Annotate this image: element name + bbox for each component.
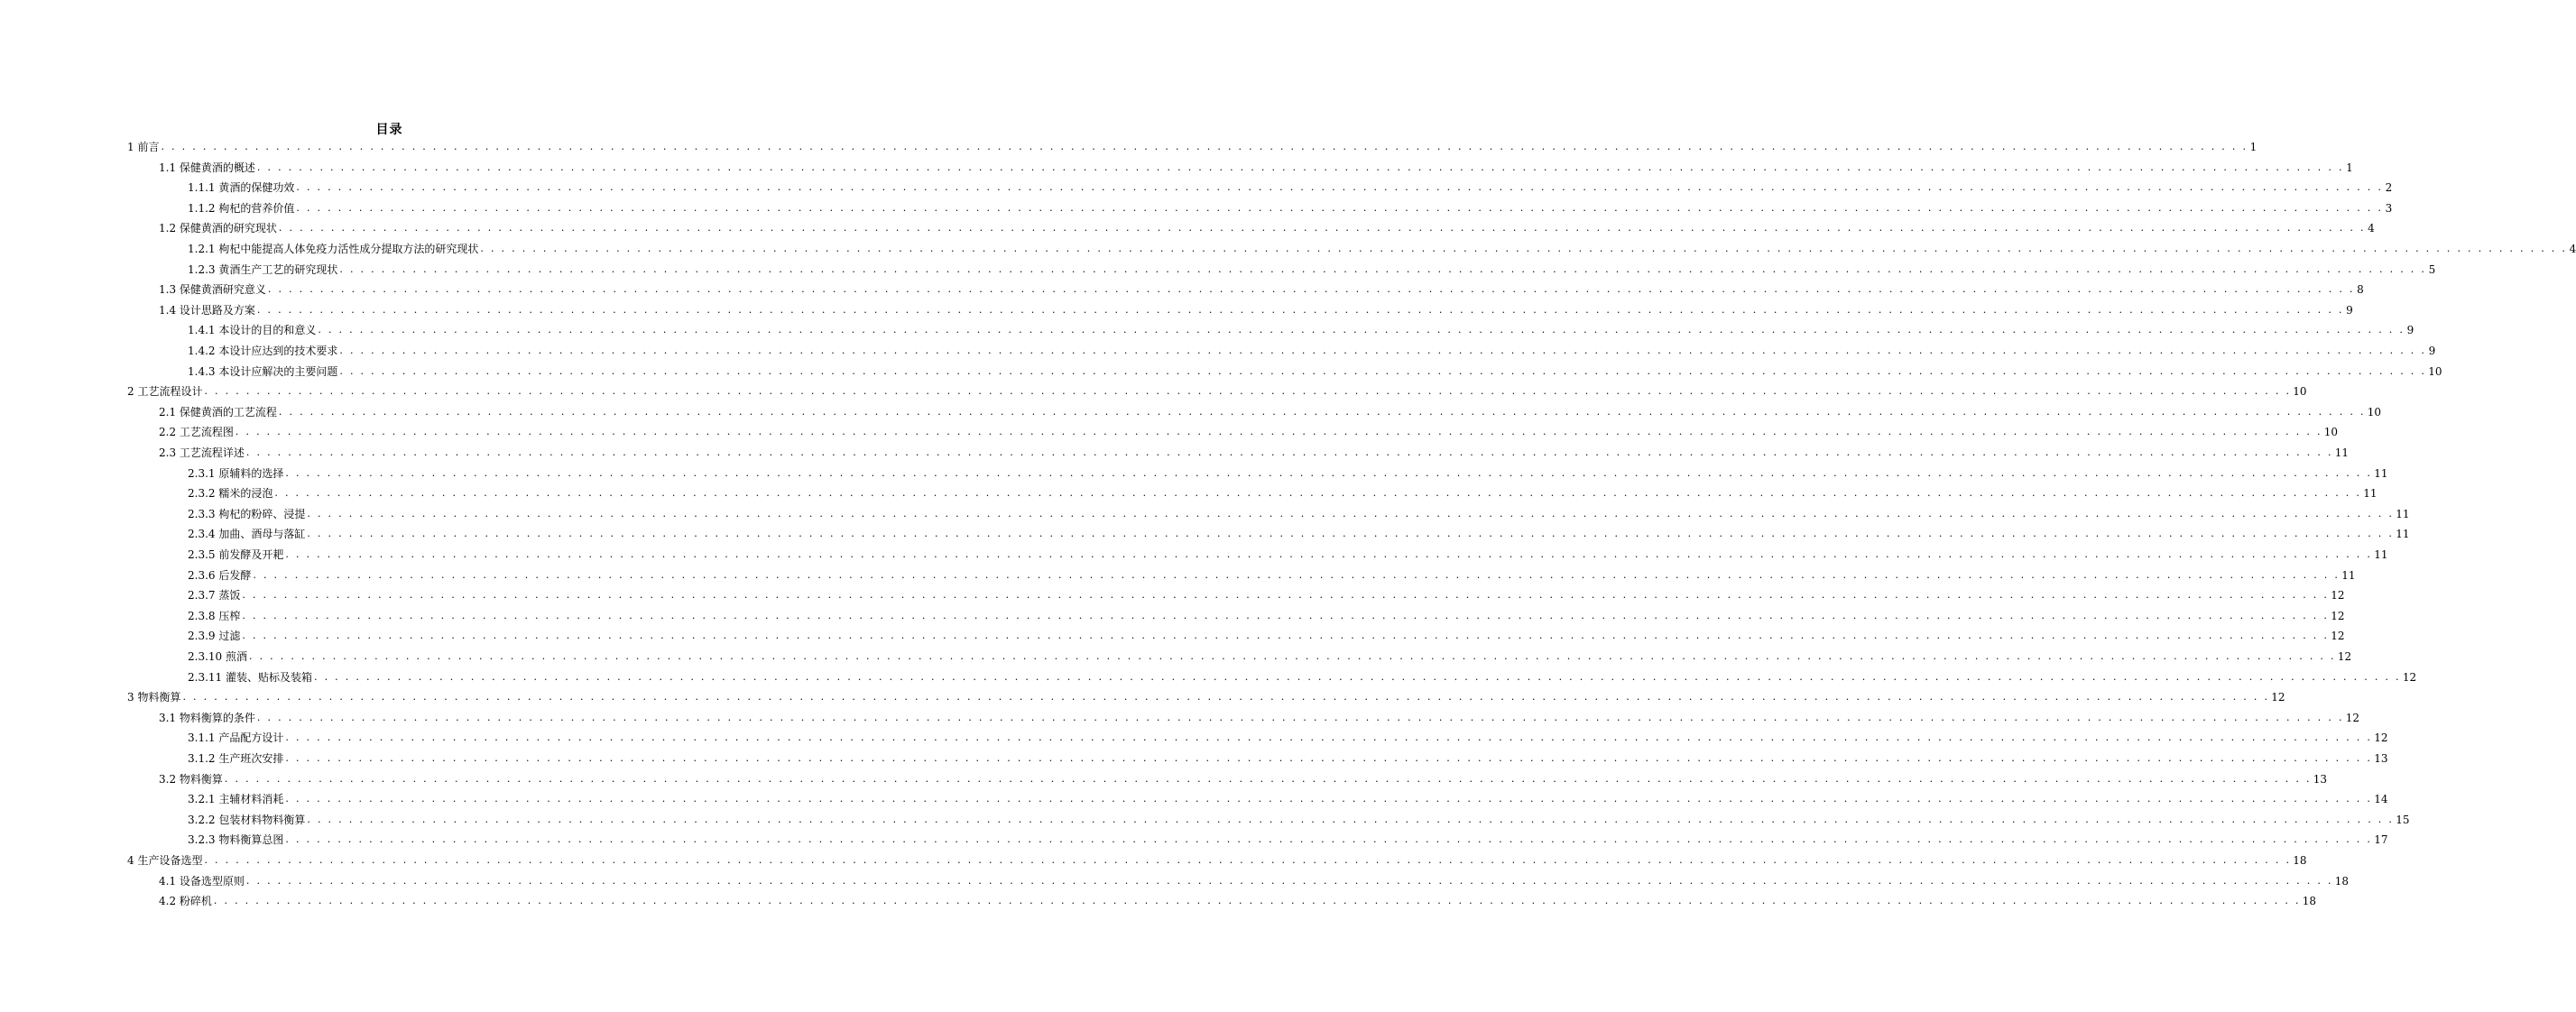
toc-entry[interactable] [188,545,2388,561]
toc-entry-page: 11 [2396,528,2410,541]
toc-entry-label: 2.3.2 糯米的浸泡 [188,487,273,501]
toc-entry-page: 12 [2345,711,2360,724]
toc-entry-label: 1.1.1 黄酒的保健功效 [188,181,295,195]
toc-dot-leader: . . . . . . . . . . . . . . . . . . . . . . . . . . . . . . . . . . . . . . . . . . . . . . . . . . . . . . . . . . . . . . . . . . . . . . . . . . . . . . . . . . . . . . . . . . . . . . . . . . . . . . . . . . . . . . . . . . . . . . . . . . . . . . . . . . . . . . . . . . . . . . . . . . . . . . . . . . . . . . . . . . . . . . . . . . . . . . . . . . . . . . . . . . . . . . . . . . . . . . . . [339,345,2427,356]
toc-entry-label: 3.1.1 产品配方设计 [188,731,284,745]
toc-entry[interactable] [188,504,2410,520]
toc-entry-page: 1 [2346,161,2353,174]
toc-dot-leader: . . . . . . . . . . . . . . . . . . . . . . . . . . . . . . . . . . . . . . . . . . . . . . . . . . . . . . . . . . . . . . . . . . . . . . . . . . . . . . . . . . . . . . . . . . . . . . . . . . . . . . . . . . . . . . . . . . . . . . . . . . . . . . . . . . . . . . . . . . . . . . . . . . . . . . . . . . . . . . . . . . . . . . . . . . . . . . . . . . . . . . . . . . . . . . . . . . . . . . . . [224,772,2312,785]
toc-entry[interactable] [188,362,2442,378]
toc-dot-leader: . . . . . . . . . . . . . . . . . . . . . . . . . . . . . . . . . . . . . . . . . . . . . . . . . . . . . . . . . . . . . . . . . . . . . . . . . . . . . . . . . . . . . . . . . . . . . . . . . . . . . . . . . . . . . . . . . . . . . . . . . . . . . . . . . . . . . . . . . . . . . . . . . . . . . . . . . . . . . . . . . . . . . . . . . . . . . . . . . . . . . . . . . . . . . . . . . . . . . . . . [339,262,2427,275]
toc-entry[interactable] [159,280,2364,297]
toc-entry[interactable] [159,871,2350,888]
toc-entry-label: 3.2.1 主辅材料消耗 [188,793,284,806]
toc-dot-leader: . . . . . . . . . . . . . . . . . . . . . . . . . . . . . . . . . . . . . . . . . . . . . . . . . . . . . . . . . . . . . . . . . . . . . . . . . . . . . . . . . . . . . . . . . . . . . . . . . . . . . . . . . . . . . . . . . . . . . . . . . . . . . . . . . . . . . . . . . . . . . . . . . . . . . . . . . . . . . . . . . . . . . . . . . . . . . . . . . . . . . . . . . . . . . . . . . . . . . . . . [245,446,2333,458]
toc-entry-label: 3.2.2 包装材料物料衡算 [188,813,306,826]
toc-entry-label: 2.3.7 蒸饭 [188,589,241,603]
toc-dot-leader: . . . . . . . . . . . . . . . . . . . . . . . . . . . . . . . . . . . . . . . . . . . . . . . . . . . . . . . . . . . . . . . . . . . . . . . . . . . . . . . . . . . . . . . . . . . . . . . . . . . . . . . . . . . . . . . . . . . . . . . . . . . . . . . . . . . . . . . . . . . . . . . . . . . . . . . . . . . . . . . . . . . . . . . . . . . . . . . . . . . . . . . . . . . . . . . . . . . . . . . . [274,487,2362,500]
toc-dot-leader: . . . . . . . . . . . . . . . . . . . . . . . . . . . . . . . . . . . . . . . . . . . . . . . . . . . . . . . . . . . . . . . . . . . . . . . . . . . . . . . . . . . . . . . . . . . . . . . . . . . . . . . . . . . . . . . . . . . . . . . . . . . . . . . . . . . . . . . . . . . . . . . . . . . . . . . . . . . . . . . . . . . . . . . . . . . . . . . . . . . . . . . . . . . . . . . . . . . . . . . . [204,385,2292,398]
toc-entry-page: 5 [2428,262,2436,276]
toc-entry-page: 2 [2385,181,2393,195]
toc-dot-leader: . . . . . . . . . . . . . . . . . . . . . . . . . . . . . . . . . . . . . . . . . . . . . . . . . . . . . . . . . . . . . . . . . . . . . . . . . . . . . . . . . . . . . . . . . . . . . . . . . . . . . . . . . . . . . . . . . . . . . . . . . . . . . . . . . . . . . . . . . . . . . . . . . . . . . . . . . . . . . . . . . . . . . . . . . . . . . . . . . . . . . . . . . . . . . . . . . . . . . . . . [307,528,2395,540]
toc-entry-page: 18 [2293,854,2307,867]
toc-entry-page: 3 [2385,201,2393,215]
toc-entry-label: 2.3.5 前发酵及开耙 [188,548,284,561]
toc-entry[interactable] [188,626,2345,643]
toc-dot-leader: . . . . . . . . . . . . . . . . . . . . . . . . . . . . . . . . . . . . . . . . . . . . . . . . . . . . . . . . . . . . . . . . . . . . . . . . . . . . . . . . . . . . . . . . . . . . . . . . . . . . . . . . . . . . . . . . . . . . . . . . . . . . . . . . . . . . . . . . . . . . . . . . . . . . . . . . . . . . . . . . . . . . . . . . . . . . . . . . . . . . . . . . . . . . . . . . . . . . . . . . [242,609,2330,621]
toc-entry-label: 1.2.1 枸杞中能提高人体免疫力活性成分提取方法的研究现状 [188,243,479,255]
toc-entry[interactable] [159,422,2339,439]
toc-entry-label: 2.1 保健黄酒的工艺流程 [159,405,277,419]
toc-entry[interactable] [188,606,2345,622]
toc-entry-label: 3.1.2 生产班次安排 [188,752,284,765]
toc-entry-page: 14 [2374,793,2388,806]
toc-entry-page: 12 [2331,589,2345,603]
toc-entry-page: 9 [2406,324,2414,337]
toc-entry-page: 9 [2346,303,2353,317]
toc-entry-page: 11 [2334,446,2350,459]
toc-entry-page: 11 [2374,466,2388,480]
toc-entry-label: 1.1 保健黄酒的概述 [159,161,255,174]
toc-entry[interactable] [159,769,2328,786]
toc-entry-label: 1.3 保健黄酒研究意义 [159,283,266,297]
toc-entry-page: 11 [2396,507,2410,520]
toc-entry-page: 18 [2334,874,2350,888]
toc-entry[interactable] [159,218,2375,235]
toc-entry[interactable] [188,667,2417,684]
toc-dot-leader: . . . . . . . . . . . . . . . . . . . . . . . . . . . . . . . . . . . . . . . . . . . . . . . . . . . . . . . . . . . . . . . . . . . . . . . . . . . . . . . . . . . . . . . . . . . . . . . . . . . . . . . . . . . . . . . . . . . . . . . . . . . . . . . . . . . . . . . . . . . . . . . . . . . . . . . . . . . . . . . . . . . . . . . . . . . . . . . . . . . . . . . . . . . . . . . . . . . . . . . . [256,161,2344,173]
toc-dot-leader: . . . . . . . . . . . . . . . . . . . . . . . . . . . . . . . . . . . . . . . . . . . . . . . . . . . . . . . . . . . . . . . . . . . . . . . . . . . . . . . . . . . . . . . . . . . . . . . . . . . . . . . . . . . . . . . . . . . . . . . . . . . . . . . . . . . . . . . . . . . . . . . . . . . . . . . . . . . . . . . . . . . . . . . . . . . . . . . . . . . . . . . . . . . . . . . . . . . . . . . . [313,670,2401,683]
toc-entry[interactable] [188,320,2414,337]
toc-entry-page: 13 [2313,772,2328,786]
toc-entry[interactable] [188,198,2393,215]
toc-entry[interactable] [188,585,2345,603]
toc-entry-label: 2.2 工艺流程图 [159,426,234,439]
toc-entry-label: 2 工艺流程设计 [127,385,203,399]
toc-entry-label: 4.2 粉碎机 [159,895,212,908]
toc-entry-label: 3 物料衡算 [127,691,181,704]
toc-entry[interactable] [159,300,2353,317]
toc-entry[interactable] [188,728,2388,745]
toc-dot-leader: . . . . . . . . . . . . . . . . . . . . . . . . . . . . . . . . . . . . . . . . . . . . . . . . . . . . . . . . . . . . . . . . . . . . . . . . . . . . . . . . . . . . . . . . . . . . . . . . . . . . . . . . . . . . . . . . . . . . . . . . . . . . . . . . . . . . . . . . . . . . . . . . . . . . . . . . . . . . . . . . . . . . . . . . . . . . . . . . . . . . . . . . . . . . . . . . . . . . . . . . [480,243,2568,254]
toc-entry-page: 10 [2428,364,2442,378]
toc-entry-page: 11 [2374,548,2388,561]
toc-entry-label: 3.2 物料衡算 [159,772,223,786]
toc-dot-leader: . . . . . . . . . . . . . . . . . . . . . . . . . . . . . . . . . . . . . . . . . . . . . . . . . . . . . . . . . . . . . . . . . . . . . . . . . . . . . . . . . . . . . . . . . . . . . . . . . . . . . . . . . . . . . . . . . . . . . . . . . . . . . . . . . . . . . . . . . . . . . . . . . . . . . . . . . . . . . . . . . . . . . . . . . . . . . . . . . . . . . . . . . . . . . . . . . . . . . . . . [296,201,2384,214]
toc-entry-page: 8 [2357,283,2364,297]
toc-entry[interactable] [188,810,2410,826]
toc-entry[interactable] [127,687,2285,704]
toc-entry[interactable] [188,830,2388,847]
toc-entry[interactable] [188,260,2436,276]
toc-entry[interactable] [188,341,2436,357]
toc-dot-leader: . . . . . . . . . . . . . . . . . . . . . . . . . . . . . . . . . . . . . . . . . . . . . . . . . . . . . . . . . . . . . . . . . . . . . . . . . . . . . . . . . . . . . . . . . . . . . . . . . . . . . . . . . . . . . . . . . . . . . . . . . . . . . . . . . . . . . . . . . . . . . . . . . . . . . . . . . . . . . . . . . . . . . . . . . . . . . . . . . . . . . . . . . . . . . . . . . . . . . . . . [248,650,2336,662]
toc-entry-label: 2.3.3 枸杞的粉碎、浸提 [188,507,306,520]
toc-entry[interactable] [159,708,2360,724]
toc-entry-page: 4 [2569,243,2576,255]
toc-entry-label: 2.3.4 加曲、酒母与落缸 [188,528,306,541]
toc-entry[interactable] [127,851,2307,867]
toc-entry-label: 2.3.1 原辅料的选择 [188,466,284,480]
toc-entry-label: 1.4.3 本设计应解决的主要问题 [188,364,338,378]
toc-entry-page: 12 [2402,670,2417,684]
toc-entry-label: 4.1 设备选型原则 [159,874,245,888]
toc-entry-label: 1.1.2 枸杞的营养价值 [188,201,295,215]
toc-entry-label: 2.3.8 压榨 [188,609,241,622]
toc-dot-leader: . . . . . . . . . . . . . . . . . . . . . . . . . . . . . . . . . . . . . . . . . . . . . . . . . . . . . . . . . . . . . . . . . . . . . . . . . . . . . . . . . . . . . . . . . . . . . . . . . . . . . . . . . . . . . . . . . . . . . . . . . . . . . . . . . . . . . . . . . . . . . . . . . . . . . . . . . . . . . . . . . . . . . . . . . . . . . . . . . . . . . . . . . . . . . . . . . . . . . . . . [242,589,2330,602]
toc-entry-page: 10 [2367,405,2382,419]
toc-dot-leader: . . . . . . . . . . . . . . . . . . . . . . . . . . . . . . . . . . . . . . . . . . . . . . . . . . . . . . . . . . . . . . . . . . . . . . . . . . . . . . . . . . . . . . . . . . . . . . . . . . . . . . . . . . . . . . . . . . . . . . . . . . . . . . . . . . . . . . . . . . . . . . . . . . . . . . . . . . . . . . . . . . . . . . . . . . . . . . . . . . . . . . . . . . . . . . . . . . . . . . . . [235,426,2322,438]
toc-entry-label: 1.2.3 黄酒生产工艺的研究现状 [188,262,338,276]
toc-dot-leader: . . . . . . . . . . . . . . . . . . . . . . . . . . . . . . . . . . . . . . . . . . . . . . . . . . . . . . . . . . . . . . . . . . . . . . . . . . . . . . . . . . . . . . . . . . . . . . . . . . . . . . . . . . . . . . . . . . . . . . . . . . . . . . . . . . . . . . . . . . . . . . . . . . . . . . . . . . . . . . . . . . . . . . . . . . . . . . . . . . . . . . . . . . . . . . . . . . . . . . . . [285,752,2373,764]
toc-entry-label: 1.2 保健黄酒的研究现状 [159,222,277,235]
toc-entry-page: 18 [2302,895,2317,908]
toc-entry-page: 10 [2323,426,2339,439]
toc-dot-leader: . . . . . . . . . . . . . . . . . . . . . . . . . . . . . . . . . . . . . . . . . . . . . . . . . . . . . . . . . . . . . . . . . . . . . . . . . . . . . . . . . . . . . . . . . . . . . . . . . . . . . . . . . . . . . . . . . . . . . . . . . . . . . . . . . . . . . . . . . . . . . . . . . . . . . . . . . . . . . . . . . . . . . . . . . . . . . . . . . . . . . . . . . . . . . . . . . . . . . . . . [213,895,2301,907]
toc-dot-leader: . . . . . . . . . . . . . . . . . . . . . . . . . . . . . . . . . . . . . . . . . . . . . . . . . . . . . . . . . . . . . . . . . . . . . . . . . . . . . . . . . . . . . . . . . . . . . . . . . . . . . . . . . . . . . . . . . . . . . . . . . . . . . . . . . . . . . . . . . . . . . . . . . . . . . . . . . . . . . . . . . . . . . . . . . . . . . . . . . . . . . . . . . . . . . . . . . . . . . . . . [285,466,2373,479]
toc-entry[interactable] [188,566,2356,582]
toc-entry-label: 2.3.6 后发酵 [188,568,252,582]
toc-dot-leader: . . . . . . . . . . . . . . . . . . . . . . . . . . . . . . . . . . . . . . . . . . . . . . . . . . . . . . . . . . . . . . . . . . . . . . . . . . . . . . . . . . . . . . . . . . . . . . . . . . . . . . . . . . . . . . . . . . . . . . . . . . . . . . . . . . . . . . . . . . . . . . . . . . . . . . . . . . . . . . . . . . . . . . . . . . . . . . . . . . . . . . . . . . . . . . . . . . . . . . . . [307,813,2395,825]
toc-dot-leader: . . . . . . . . . . . . . . . . . . . . . . . . . . . . . . . . . . . . . . . . . . . . . . . . . . . . . . . . . . . . . . . . . . . . . . . . . . . . . . . . . . . . . . . . . . . . . . . . . . . . . . . . . . . . . . . . . . . . . . . . . . . . . . . . . . . . . . . . . . . . . . . . . . . . . . . . . . . . . . . . . . . . . . . . . . . . . . . . . . . . . . . . . . . . . . . . . . . . . . . . [278,222,2366,235]
toc-entry-page: 9 [2428,345,2436,357]
toc-dot-leader: . . . . . . . . . . . . . . . . . . . . . . . . . . . . . . . . . . . . . . . . . . . . . . . . . . . . . . . . . . . . . . . . . . . . . . . . . . . . . . . . . . . . . . . . . . . . . . . . . . . . . . . . . . . . . . . . . . . . . . . . . . . . . . . . . . . . . . . . . . . . . . . . . . . . . . . . . . . . . . . . . . . . . . . . . . . . . . . . . . . . . . . . . . . . . . . . . . . . . . . . [285,793,2373,805]
toc-dot-leader: . . . . . . . . . . . . . . . . . . . . . . . . . . . . . . . . . . . . . . . . . . . . . . . . . . . . . . . . . . . . . . . . . . . . . . . . . . . . . . . . . . . . . . . . . . . . . . . . . . . . . . . . . . . . . . . . . . . . . . . . . . . . . . . . . . . . . . . . . . . . . . . . . . . . . . . . . . . . . . . . . . . . . . . . . . . . . . . . . . . . . . . . . . . . . . . . . . . . . . . . [278,405,2366,418]
toc-entry-label: 2.3.9 过滤 [188,630,241,643]
toc-entry-label: 2.3 工艺流程详述 [159,446,245,459]
toc-entry-page: 12 [2331,630,2345,643]
toc-entry-label: 4 生产设备选型 [127,854,203,867]
toc-entry-page: 4 [2368,222,2375,235]
toc-dot-leader: . . . . . . . . . . . . . . . . . . . . . . . . . . . . . . . . . . . . . . . . . . . . . . . . . . . . . . . . . . . . . . . . . . . . . . . . . . . . . . . . . . . . . . . . . . . . . . . . . . . . . . . . . . . . . . . . . . . . . . . . . . . . . . . . . . . . . . . . . . . . . . . . . . . . . . . . . . . . . . . . . . . . . . . . . . . . . . . . . . . . . . . . . . . . . . . . . . . . . . . . [307,507,2395,520]
toc-dot-leader: . . . . . . . . . . . . . . . . . . . . . . . . . . . . . . . . . . . . . . . . . . . . . . . . . . . . . . . . . . . . . . . . . . . . . . . . . . . . . . . . . . . . . . . . . . . . . . . . . . . . . . . . . . . . . . . . . . . . . . . . . . . . . . . . . . . . . . . . . . . . . . . . . . . . . . . . . . . . . . . . . . . . . . . . . . . . . . . . . . . . . . . . . . . . . . . . . . . . . . . . [161,141,2248,152]
toc-dot-leader: . . . . . . . . . . . . . . . . . . . . . . . . . . . . . . . . . . . . . . . . . . . . . . . . . . . . . . . . . . . . . . . . . . . . . . . . . . . . . . . . . . . . . . . . . . . . . . . . . . . . . . . . . . . . . . . . . . . . . . . . . . . . . . . . . . . . . . . . . . . . . . . . . . . . . . . . . . . . . . . . . . . . . . . . . . . . . . . . . . . . . . . . . . . . . . . . . . . . . . . . [204,854,2292,866]
toc-dot-leader: . . . . . . . . . . . . . . . . . . . . . . . . . . . . . . . . . . . . . . . . . . . . . . . . . . . . . . . . . . . . . . . . . . . . . . . . . . . . . . . . . . . . . . . . . . . . . . . . . . . . . . . . . . . . . . . . . . . . . . . . . . . . . . . . . . . . . . . . . . . . . . . . . . . . . . . . . . . . . . . . . . . . . . . . . . . . . . . . . . . . . . . . . . . . . . . . . . . . . . . . [285,731,2373,744]
toc-entry[interactable] [188,647,2352,663]
toc-entry[interactable] [188,239,2576,255]
toc-entry[interactable] [188,464,2388,480]
toc-entry[interactable] [188,524,2410,541]
toc-entry-page: 15 [2396,813,2410,826]
toc-dot-leader: . . . . . . . . . . . . . . . . . . . . . . . . . . . . . . . . . . . . . . . . . . . . . . . . . . . . . . . . . . . . . . . . . . . . . . . . . . . . . . . . . . . . . . . . . . . . . . . . . . . . . . . . . . . . . . . . . . . . . . . . . . . . . . . . . . . . . . . . . . . . . . . . . . . . . . . . . . . . . . . . . . . . . . . . . . . . . . . . . . . . . . . . . . . . . . . . . . . . . . . . [242,630,2330,642]
toc-entry[interactable] [159,402,2382,419]
toc-entry[interactable] [188,789,2388,806]
toc-entry[interactable] [188,483,2377,501]
toc-entry-label: 3.2.3 物料衡算总图 [188,833,284,847]
toc-entry-page: 13 [2374,752,2388,765]
toc-entry-label: 1.4 设计思路及方案 [159,303,255,317]
toc-entry[interactable] [188,749,2388,765]
toc-entry-label: 2.3.10 煎酒 [188,650,247,663]
toc-title: 目录 [375,123,403,137]
toc-entry[interactable] [159,158,2353,174]
toc-dot-leader: . . . . . . . . . . . . . . . . . . . . . . . . . . . . . . . . . . . . . . . . . . . . . . . . . . . . . . . . . . . . . . . . . . . . . . . . . . . . . . . . . . . . . . . . . . . . . . . . . . . . . . . . . . . . . . . . . . . . . . . . . . . . . . . . . . . . . . . . . . . . . . . . . . . . . . . . . . . . . . . . . . . . . . . . . . . . . . . . . . . . . . . . . . . . . . . . . . . . . . . . [245,874,2333,887]
toc-entry[interactable] [159,891,2317,908]
toc-entry-page: 12 [2337,650,2352,663]
toc-dot-leader: . . . . . . . . . . . . . . . . . . . . . . . . . . . . . . . . . . . . . . . . . . . . . . . . . . . . . . . . . . . . . . . . . . . . . . . . . . . . . . . . . . . . . . . . . . . . . . . . . . . . . . . . . . . . . . . . . . . . . . . . . . . . . . . . . . . . . . . . . . . . . . . . . . . . . . . . . . . . . . . . . . . . . . . . . . . . . . . . . . . . . . . . . . . . . . . . . . . . . . . . [339,364,2427,377]
toc-dot-leader: . . . . . . . . . . . . . . . . . . . . . . . . . . . . . . . . . . . . . . . . . . . . . . . . . . . . . . . . . . . . . . . . . . . . . . . . . . . . . . . . . . . . . . . . . . . . . . . . . . . . . . . . . . . . . . . . . . . . . . . . . . . . . . . . . . . . . . . . . . . . . . . . . . . . . . . . . . . . . . . . . . . . . . . . . . . . . . . . . . . . . . . . . . . . . . . . . . . . . . . . [267,283,2355,296]
toc-entry-page: 12 [2374,731,2388,745]
toc-dot-leader: . . . . . . . . . . . . . . . . . . . . . . . . . . . . . . . . . . . . . . . . . . . . . . . . . . . . . . . . . . . . . . . . . . . . . . . . . . . . . . . . . . . . . . . . . . . . . . . . . . . . . . . . . . . . . . . . . . . . . . . . . . . . . . . . . . . . . . . . . . . . . . . . . . . . . . . . . . . . . . . . . . . . . . . . . . . . . . . . . . . . . . . . . . . . . . . . . . . . . . . . [285,833,2373,846]
toc-entry-label: 1.4.2 本设计应达到的技术要求 [188,345,338,357]
toc-entry-label: 3.1 物料衡算的条件 [159,711,255,724]
toc-entry-page: 12 [2271,691,2285,704]
toc-dot-leader: . . . . . . . . . . . . . . . . . . . . . . . . . . . . . . . . . . . . . . . . . . . . . . . . . . . . . . . . . . . . . . . . . . . . . . . . . . . . . . . . . . . . . . . . . . . . . . . . . . . . . . . . . . . . . . . . . . . . . . . . . . . . . . . . . . . . . . . . . . . . . . . . . . . . . . . . . . . . . . . . . . . . . . . . . . . . . . . . . . . . . . . . . . . . . . . . . . . . . . . . [285,548,2373,560]
toc-dot-leader: . . . . . . . . . . . . . . . . . . . . . . . . . . . . . . . . . . . . . . . . . . . . . . . . . . . . . . . . . . . . . . . . . . . . . . . . . . . . . . . . . . . . . . . . . . . . . . . . . . . . . . . . . . . . . . . . . . . . . . . . . . . . . . . . . . . . . . . . . . . . . . . . . . . . . . . . . . . . . . . . . . . . . . . . . . . . . . . . . . . . . . . . . . . . . . . . . . . . . . . . [182,691,2270,704]
toc-entry[interactable] [188,178,2393,195]
toc-entry-page: 12 [2331,609,2345,622]
toc-entry-label: 2.3.11 灌装、贴标及装箱 [188,670,312,684]
toc-dot-leader: . . . . . . . . . . . . . . . . . . . . . . . . . . . . . . . . . . . . . . . . . . . . . . . . . . . . . . . . . . . . . . . . . . . . . . . . . . . . . . . . . . . . . . . . . . . . . . . . . . . . . . . . . . . . . . . . . . . . . . . . . . . . . . . . . . . . . . . . . . . . . . . . . . . . . . . . . . . . . . . . . . . . . . . . . . . . . . . . . . . . . . . . . . . . . . . . . . . . . . . . [253,568,2341,581]
toc-entry-label: 1 前言 [127,141,160,153]
toc-dot-leader: . . . . . . . . . . . . . . . . . . . . . . . . . . . . . . . . . . . . . . . . . . . . . . . . . . . . . . . . . . . . . . . . . . . . . . . . . . . . . . . . . . . . . . . . . . . . . . . . . . . . . . . . . . . . . . . . . . . . . . . . . . . . . . . . . . . . . . . . . . . . . . . . . . . . . . . . . . . . . . . . . . . . . . . . . . . . . . . . . . . . . . . . . . . . . . . . . . . . . . . . [256,711,2344,723]
toc-entry-page: 10 [2293,385,2307,399]
toc-entry-page: 11 [2341,568,2356,582]
toc-entry[interactable] [127,382,2307,399]
toc-dot-leader: . . . . . . . . . . . . . . . . . . . . . . . . . . . . . . . . . . . . . . . . . . . . . . . . . . . . . . . . . . . . . . . . . . . . . . . . . . . . . . . . . . . . . . . . . . . . . . . . . . . . . . . . . . . . . . . . . . . . . . . . . . . . . . . . . . . . . . . . . . . . . . . . . . . . . . . . . . . . . . . . . . . . . . . . . . . . . . . . . . . . . . . . . . . . . . . . . . . . . . . . [296,181,2384,194]
toc-dot-leader: . . . . . . . . . . . . . . . . . . . . . . . . . . . . . . . . . . . . . . . . . . . . . . . . . . . . . . . . . . . . . . . . . . . . . . . . . . . . . . . . . . . . . . . . . . . . . . . . . . . . . . . . . . . . . . . . . . . . . . . . . . . . . . . . . . . . . . . . . . . . . . . . . . . . . . . . . . . . . . . . . . . . . . . . . . . . . . . . . . . . . . . . . . . . . . . . . . . . . . . . [318,324,2405,336]
toc-entry-page: 11 [2363,487,2377,501]
toc-entry-label: 1.4.1 本设计的目的和意义 [188,324,317,337]
toc-entry[interactable] [127,137,2257,153]
toc-entry[interactable] [159,443,2350,459]
toc-entry-page: 1 [2249,141,2257,153]
toc-entry-page: 17 [2374,833,2388,847]
toc-dot-leader: . . . . . . . . . . . . . . . . . . . . . . . . . . . . . . . . . . . . . . . . . . . . . . . . . . . . . . . . . . . . . . . . . . . . . . . . . . . . . . . . . . . . . . . . . . . . . . . . . . . . . . . . . . . . . . . . . . . . . . . . . . . . . . . . . . . . . . . . . . . . . . . . . . . . . . . . . . . . . . . . . . . . . . . . . . . . . . . . . . . . . . . . . . . . . . . . . . . . . . . . [256,303,2344,316]
